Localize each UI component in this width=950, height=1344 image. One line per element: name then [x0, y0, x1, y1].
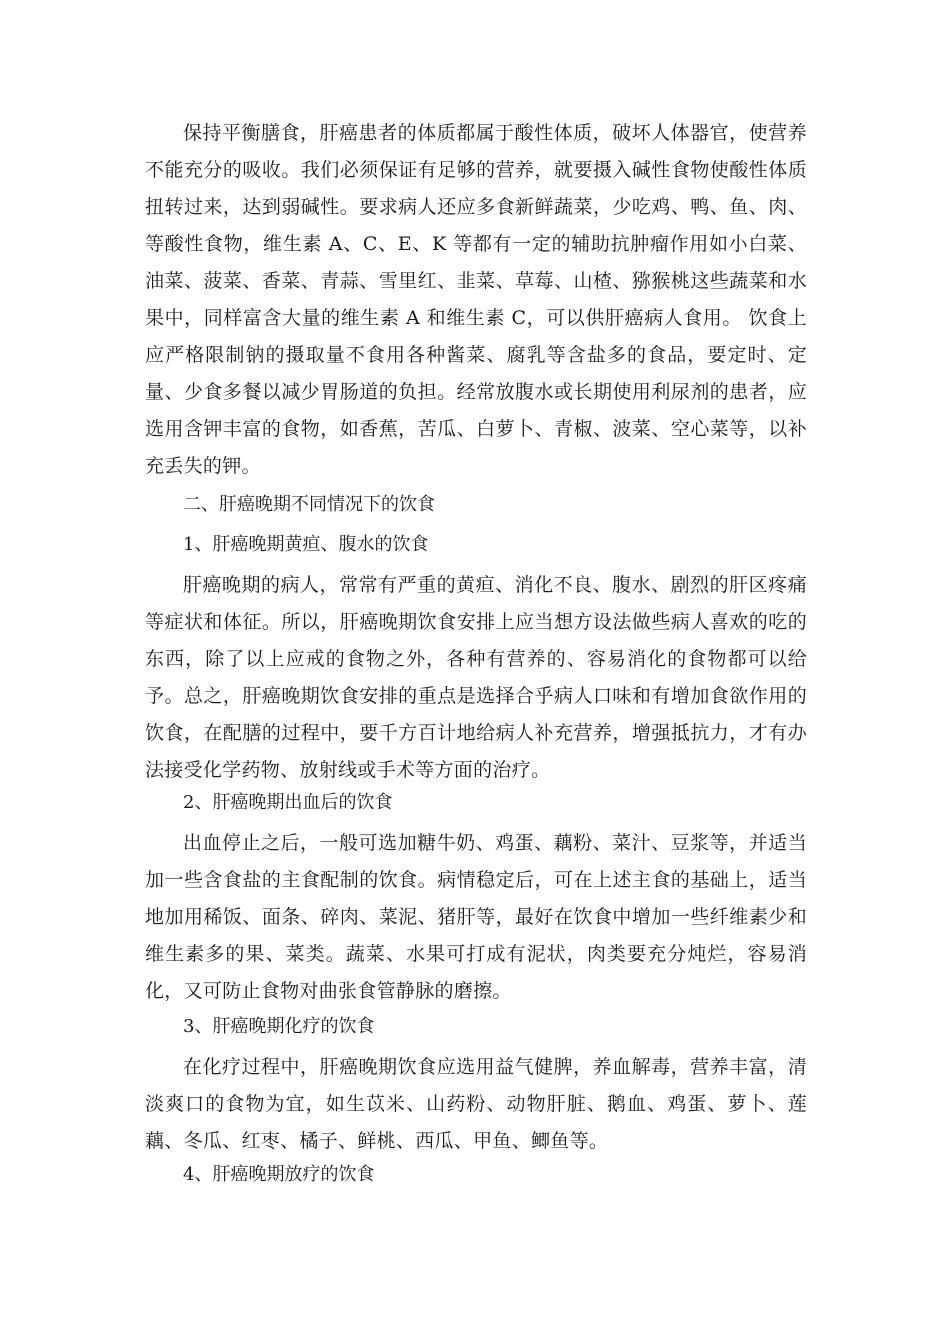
subheading-jaundice-ascites: 1、肝癌晚期黄疸、腹水的饮食 — [183, 534, 429, 555]
subheading-chemotherapy: 3、肝癌晚期化疗的饮食 — [183, 1016, 375, 1037]
paragraph-balanced-diet: 保持平衡膳食，肝癌患者的体质都属于酸性体质，破坏人体器官，使营养不能充分的吸收。我们必须保证有足够的营养，就要摄入碱性食物使酸性体质扭转过来，达到弱碱性。要求病人还应多食新鲜蔬菜，少吃鸡、鸭、鱼、肉、等酸性食物，维生素 A、C、E、K 等都有一定的辅助抗肿瘤作用如小白菜、油菜、菠菜、香菜、青蒜、雪里红、韭菜、草莓、山楂、猕猴桃这些蔬菜和水果中，同样富含大量的维生素 A 和维生素 C，可以供肝癌病人食用。 饮食上应严格限制钠的摄取量不食用各种酱菜、腐乳等含盐多的食品，要定时、定量、少食多餐以减少胃肠道的负担。经常放腹水或长期使用利尿剂的患者，应选用含钾丰富的食物，如香蕉，苦瓜、白萝卜、青椒、波菜、空心菜等，以补充丢失的钾。 — [145, 122, 807, 477]
section-heading-late-stage-diet: 二、肝癌晚期不同情况下的饮食 — [183, 494, 435, 515]
subheading-radiotherapy: 4、肝癌晚期放疗的饮食 — [183, 1164, 375, 1185]
paragraph-chemotherapy: 在化疗过程中，肝癌晚期饮食应选用益气健脾，养血解毒，营养丰富，清淡爽口的食物为宜，如生苡米、山药粉、动物肝脏、鹅血、鸡蛋、萝卜、莲藕、冬瓜、红枣、橘子、鲜桃、西瓜、甲鱼、鲫鱼等。 — [145, 1056, 807, 1152]
paragraph-jaundice-ascites: 肝癌晚期的病人，常常有严重的黄疸、消化不良、腹水、剧烈的肝区疼痛等症状和体征。所以，肝癌晚期饮食安排上应当想方设法做些病人喜欢的吃的东西，除了以上应戒的食物之外，各种有营养的、容易消化的食物都可以给予。总之，肝癌晚期饮食安排的重点是选择合乎病人口味和有增加食欲作用的饮食，在配膳的过程中，要千方百计地给病人补充营养，增强抵抗力，才有办法接受化学药物、放射线或手术等方面的治疗。 — [145, 574, 807, 781]
paragraph-bleeding: 出血停止之后，一般可选加糖牛奶、鸡蛋、藕粉、菜汁、豆浆等，并适当加一些含食盐的主食配制的饮食。病情稳定后，可在上述主食的基础上，适当地加用稀饭、面条、碎肉、菜泥、猪肝等，最好在饮食中增加一些纤维素少和维生素多的果、菜类。蔬菜、水果可打成有泥状，肉类要充分炖烂，容易消化，又可防止食物对曲张食管静脉的磨擦。 — [145, 832, 807, 1002]
subheading-bleeding: 2、肝癌晚期出血后的饮食 — [183, 792, 393, 813]
